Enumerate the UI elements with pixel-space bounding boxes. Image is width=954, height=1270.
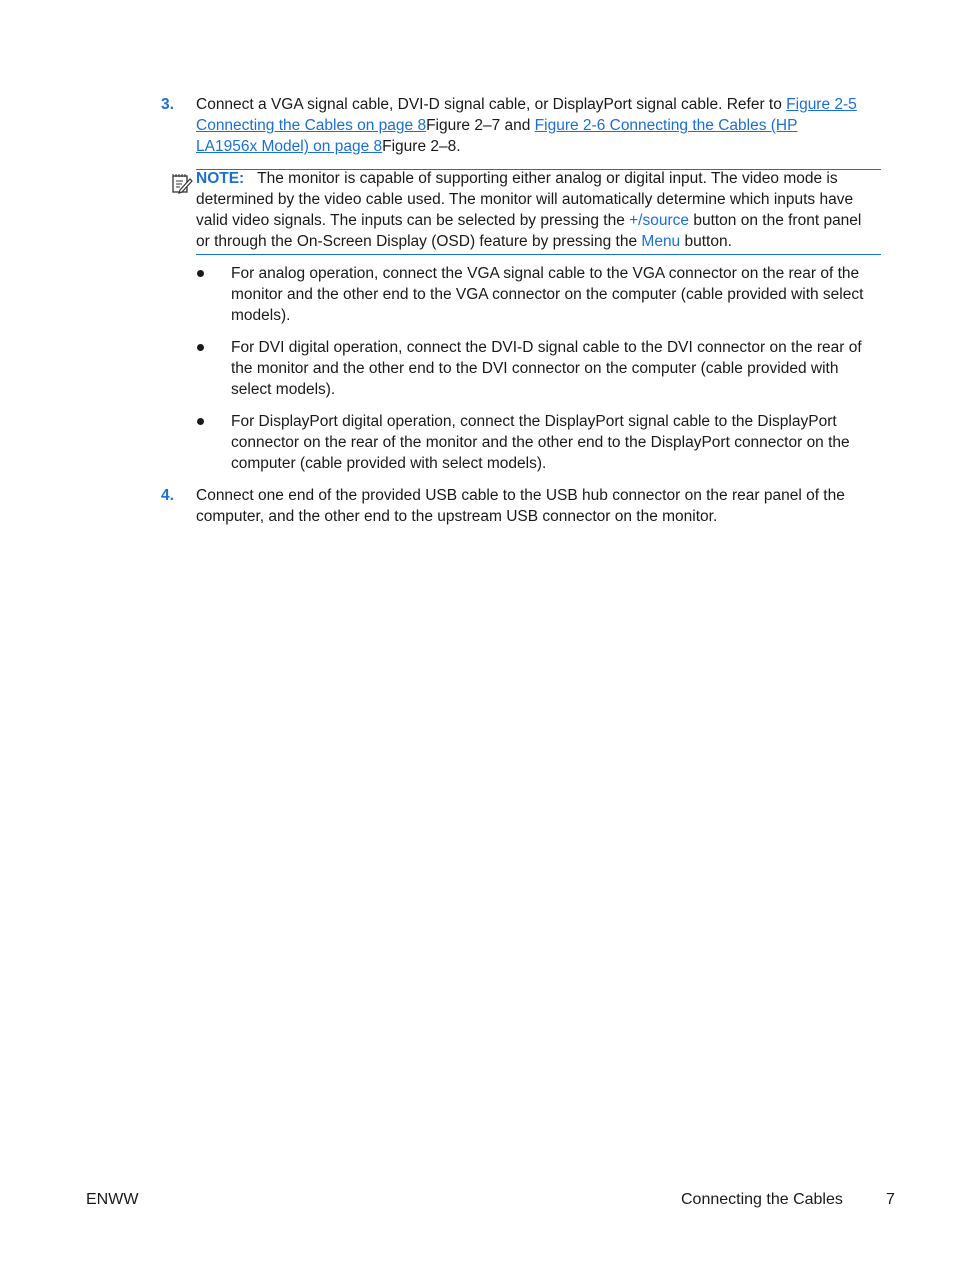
note-text-4a: or through the On-Screen Display (OSD) feature by pressing the — [196, 233, 642, 250]
menu-button-ref: Menu — [641, 233, 681, 250]
bullet-1-line-1: For analog operation, connect the VGA signal cable to the VGA connector on the rear of the — [231, 265, 860, 282]
footer-section-title: Connecting the Cables — [681, 1191, 843, 1208]
step-3-text: Connect a VGA signal cable, DVI-D signal cable, or DisplayPort signal cable. Refer to — [196, 96, 787, 113]
step-3-number: 3. — [161, 96, 174, 113]
step-4-number: 4. — [161, 487, 174, 504]
note-icon — [171, 172, 193, 194]
note-text-3a: valid video signals. The inputs can be selected by pressing the — [196, 212, 630, 229]
footer-page-number: 7 — [886, 1191, 895, 1208]
note-line-1 — [196, 168, 838, 189]
step-3-line-3 — [196, 136, 461, 157]
figure-2-6-link[interactable]: Figure 2-6 Connecting the Cables (HP — [534, 117, 798, 134]
la1956x-page-8-link[interactable]: LA1956x Model) on page 8 — [196, 138, 383, 155]
note-line-2: determined by the video cable used. The monitor will automatically determine which inputs have — [196, 191, 854, 208]
connecting-cables-page-8-link[interactable]: Connecting the Cables on page 8 — [196, 117, 427, 134]
source-button-ref: +/source — [629, 212, 690, 229]
bullet-1-line-3: models). — [231, 307, 291, 324]
bullet-3-line-3: computer (cable provided with select models). — [231, 455, 547, 472]
step-3-line-1 — [196, 94, 857, 115]
bullet-2-line-1: For DVI digital operation, connect the DVI-D signal cable to the DVI connector on the rear of — [231, 339, 862, 356]
bullet-dot — [197, 418, 204, 425]
bullet-dot — [197, 270, 204, 277]
note-line-4 — [196, 231, 732, 252]
step-4-line-1: Connect one end of the provided USB cable to the USB hub connector on the rear panel of the — [196, 487, 845, 504]
bullet-dot — [197, 344, 204, 351]
footer-left: ENWW — [86, 1191, 139, 1208]
step-4-line-2: computer, and the other end to the upstream USB connector on the monitor. — [196, 508, 718, 525]
note-text-1: The monitor is capable of supporting either analog or digital input. The video mode is — [257, 170, 838, 187]
bullet-3-line-2: connector on the rear of the monitor and the other end to the DisplayPort connector on the — [231, 434, 850, 451]
bullet-2-line-3: select models). — [231, 381, 336, 398]
note-bottom-rule — [196, 254, 881, 255]
step-3-line-2 — [196, 115, 797, 136]
bullet-2-line-2: the monitor and the other end to the DVI connector on the computer (cable provided with — [231, 360, 839, 377]
figure-2-7-text: Figure 2–7 and — [426, 117, 535, 134]
bullet-3-line-1: For DisplayPort digital operation, connect the DisplayPort signal cable to the DisplayPort — [231, 413, 837, 430]
note-line-3 — [196, 210, 861, 231]
figure-2-5-link[interactable]: Figure 2-5 — [786, 96, 857, 113]
figure-2-8-text: Figure 2–8. — [382, 138, 461, 155]
bullet-1-line-2: monitor and the other end to the VGA connector on the computer (cable provided with select — [231, 286, 864, 303]
note-text-3b: button on the front panel — [689, 212, 862, 229]
note-label: NOTE: — [196, 170, 245, 187]
note-text-4b: button. — [680, 233, 732, 250]
